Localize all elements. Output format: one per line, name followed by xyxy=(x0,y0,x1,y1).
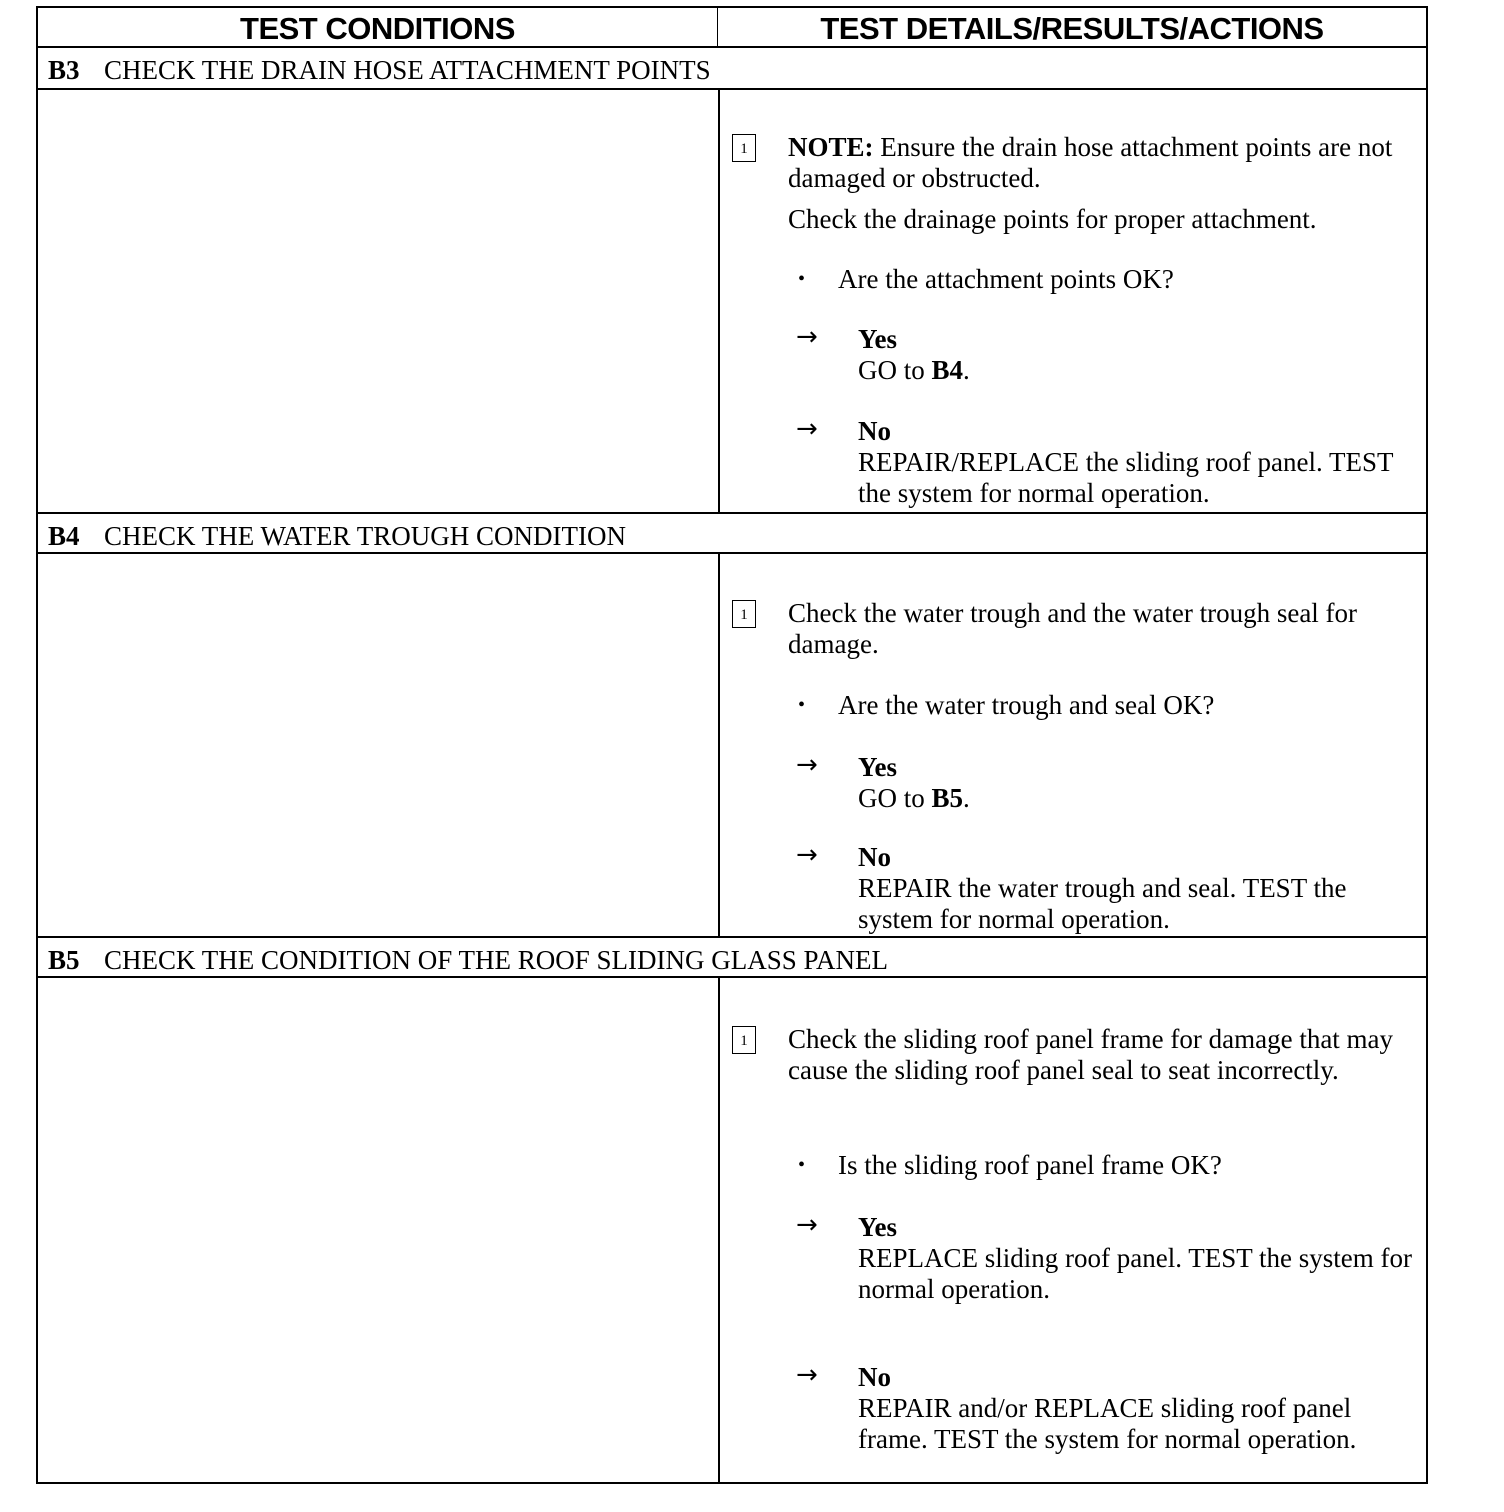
note xyxy=(788,132,1408,194)
column-divider xyxy=(718,554,720,936)
yes-label: Yes xyxy=(858,324,897,354)
yes-action-target: B4 xyxy=(931,355,964,385)
no-answer xyxy=(858,1362,1418,1455)
step-title-text: CHECK THE DRAIN HOSE ATTACHMENT POINTS xyxy=(104,55,711,85)
instruction: Check the sliding roof panel frame for damage that may cause the sliding roof panel seal to seat incorrectly. xyxy=(788,1024,1394,1085)
arrow-icon: → xyxy=(796,322,818,352)
table-header xyxy=(38,8,1426,48)
step-code: B4 xyxy=(48,521,80,551)
step-item-number: 1 xyxy=(732,1026,756,1054)
yes-label: Yes xyxy=(858,1212,897,1242)
instruction: Check the water trough and the water trough seal for damage. xyxy=(788,598,1358,659)
no-answer xyxy=(858,842,1418,935)
step-details xyxy=(732,1026,1422,1482)
step-code: B3 xyxy=(48,55,80,85)
header-test-conditions: TEST CONDITIONS xyxy=(38,8,718,46)
no-label: No xyxy=(858,416,891,446)
step-title-b4 xyxy=(38,512,1426,554)
column-divider xyxy=(718,978,720,1482)
bullet: • xyxy=(798,1154,806,1176)
yes-answer xyxy=(858,1212,1418,1305)
no-answer xyxy=(858,416,1418,509)
no-action: REPAIR and/or REPLACE sliding roof panel frame. TEST the system for normal operation. xyxy=(858,1393,1357,1454)
note-text: Ensure the drain hose attachment points are not damaged or obstructed. xyxy=(788,132,1393,193)
step-title-text: CHECK THE CONDITION OF THE ROOF SLIDING GLASS PANEL xyxy=(104,945,889,975)
step-title-b3 xyxy=(38,48,1426,90)
step-code: B5 xyxy=(48,945,80,975)
yes-action-suffix: . xyxy=(963,355,970,385)
diagnostic-table xyxy=(36,6,1428,1484)
step-body-b3 xyxy=(38,90,1426,514)
yes-action-target: B5 xyxy=(931,783,964,813)
instruction: Check the drainage points for proper attachment. xyxy=(788,204,1317,234)
yes-action: REPLACE sliding roof panel. TEST the system for normal operation. xyxy=(858,1243,1412,1304)
yes-answer xyxy=(858,752,1418,814)
step-details xyxy=(732,134,1422,514)
step-body-b4 xyxy=(38,554,1426,936)
no-action: REPAIR the water trough and seal. TEST the system for normal operation. xyxy=(858,873,1347,934)
yes-action-suffix: . xyxy=(963,783,970,813)
question: Are the attachment points OK? xyxy=(838,264,1174,294)
step-title-text: CHECK THE WATER TROUGH CONDITION xyxy=(104,521,626,551)
step-details xyxy=(732,600,1422,936)
step-item-number: 1 xyxy=(732,600,756,628)
no-action: REPAIR/REPLACE the sliding roof panel. TEST the system for normal operation. xyxy=(858,447,1394,508)
yes-label: Yes xyxy=(858,752,897,782)
question: Are the water trough and seal OK? xyxy=(838,690,1215,720)
bullet: • xyxy=(798,268,806,290)
arrow-icon: → xyxy=(796,1210,818,1240)
note-label: NOTE: xyxy=(788,132,874,162)
step-item-number: 1 xyxy=(732,134,756,162)
arrow-icon: → xyxy=(796,840,818,870)
no-label: No xyxy=(858,1362,891,1392)
arrow-icon: → xyxy=(796,1360,818,1390)
arrow-icon: → xyxy=(796,750,818,780)
yes-action-prefix: GO to xyxy=(858,355,932,385)
step-title-b5 xyxy=(38,936,1426,978)
question: Is the sliding roof panel frame OK? xyxy=(838,1150,1222,1180)
yes-action-prefix: GO to xyxy=(858,783,932,813)
column-divider xyxy=(718,90,720,514)
yes-answer xyxy=(858,324,1418,386)
bullet: • xyxy=(798,694,806,716)
arrow-icon: → xyxy=(796,414,818,444)
no-label: No xyxy=(858,842,891,872)
step-body-b5 xyxy=(38,978,1426,1482)
header-test-details: TEST DETAILS/RESULTS/ACTIONS xyxy=(820,11,1324,46)
